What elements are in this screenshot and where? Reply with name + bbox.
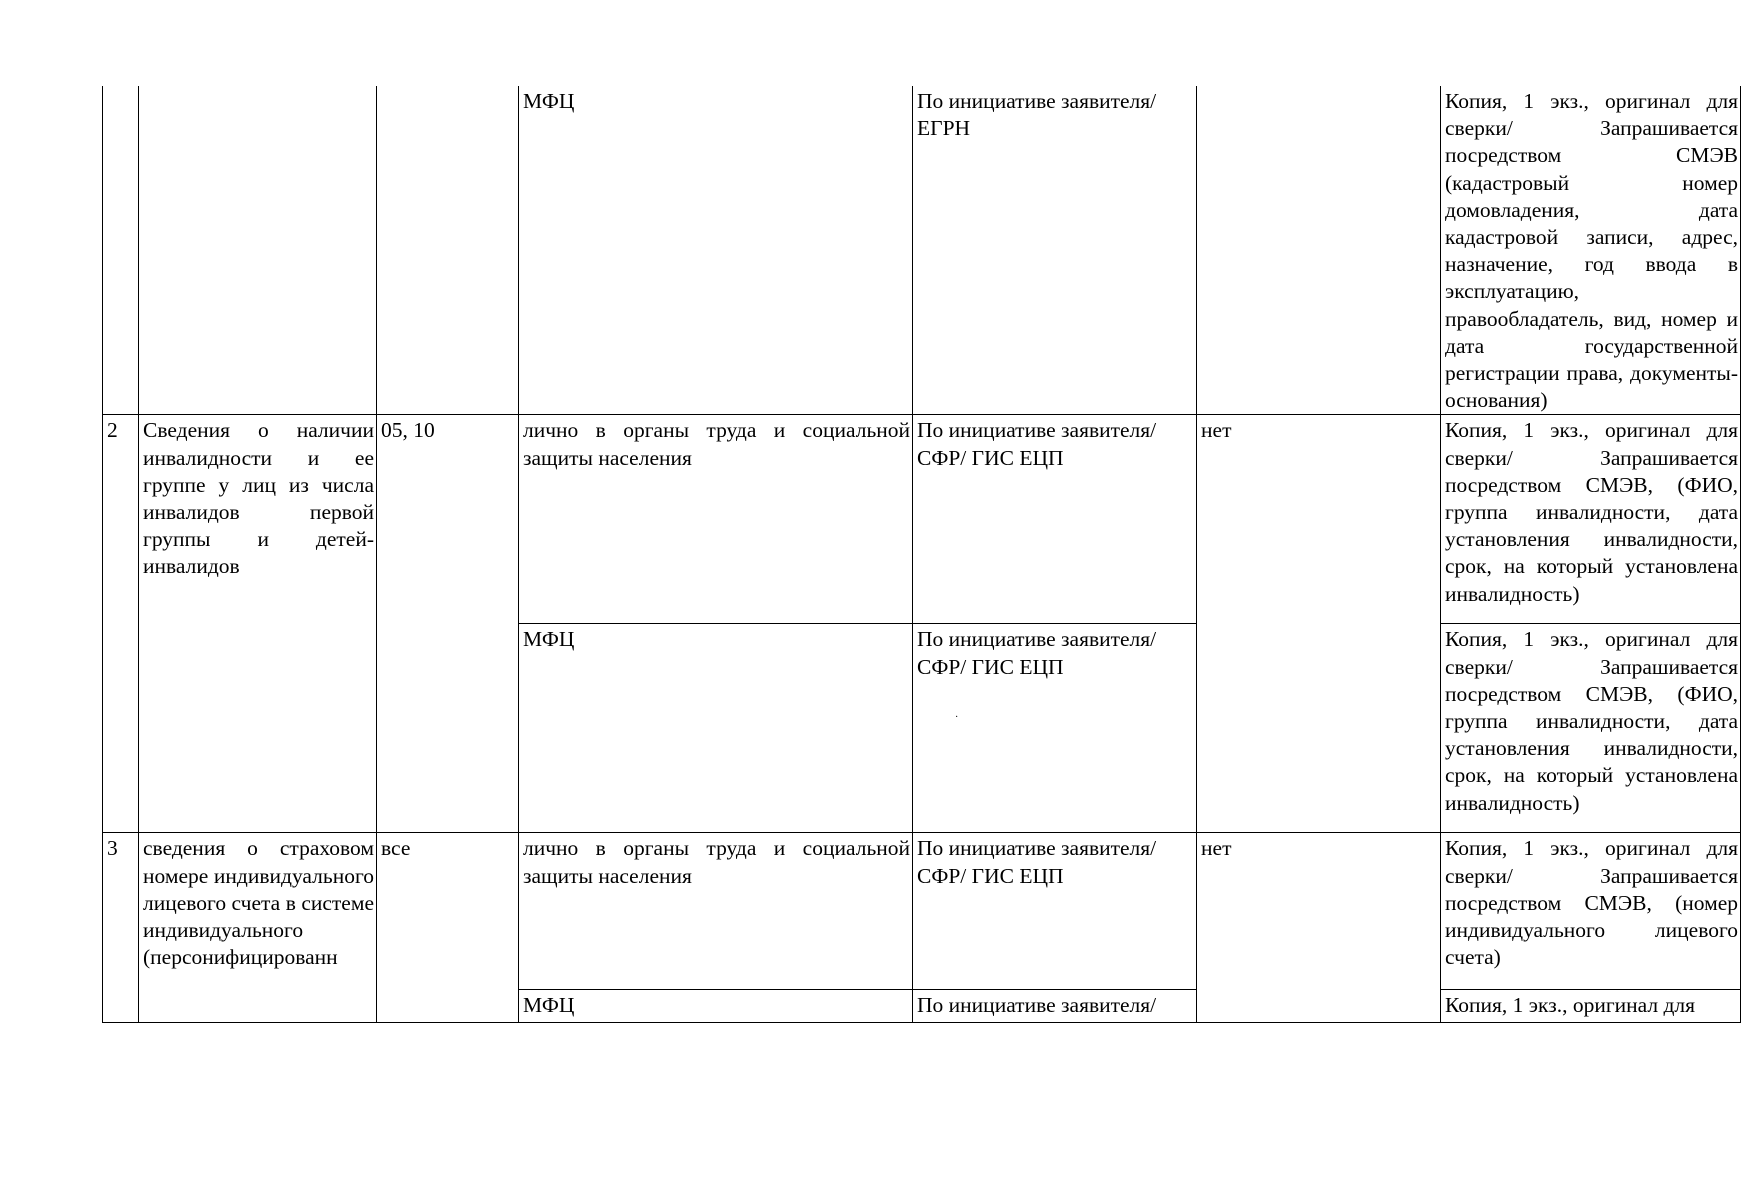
cell-basis: По инициативе заявителя/ СФР/ ГИС ЕЦП bbox=[913, 833, 1197, 990]
documents-table bbox=[102, 86, 1741, 1023]
cell-title: сведения о страховом номере индивидуального лицевого счета в системе индивидуального (персонифицированн bbox=[139, 833, 377, 1023]
cell-title bbox=[139, 86, 377, 415]
cell-channel: лично в органы труда и социальной защиты населения bbox=[519, 415, 913, 624]
cell-basis: По инициативе заявителя/ ЕГРН bbox=[913, 86, 1197, 415]
cell-basis: По инициативе заявителя/ СФР/ ГИС ЕЦП bbox=[913, 624, 1197, 833]
cell-note: Копия, 1 экз., оригинал для сверки/ Запрашивается посредством СМЭВ, (ФИО, группа инвалидности, дата установления инвалидности, срок, на который установлена инвалидность) bbox=[1441, 624, 1741, 833]
cell-codes bbox=[377, 86, 519, 415]
table-row-3 bbox=[103, 833, 1741, 990]
cell-channel: лично в органы труда и социальной защиты населения bbox=[519, 833, 913, 990]
cell-note: Копия, 1 экз., оригинал для сверки/ Запрашивается посредством СМЭВ, (ФИО, группа инвалидности, дата установления инвалидности, срок, на который установлена инвалидность) bbox=[1441, 415, 1741, 624]
cell-num bbox=[103, 86, 139, 415]
cell-note: Копия, 1 экз., оригинал для bbox=[1441, 990, 1741, 1023]
scan-speck: · bbox=[955, 712, 959, 723]
cell-codes: 05, 10 bbox=[377, 415, 519, 833]
cell-flag bbox=[1197, 86, 1441, 415]
cell-flag: нет bbox=[1197, 415, 1441, 833]
cell-channel: МФЦ bbox=[519, 990, 913, 1023]
cell-channel: МФЦ bbox=[519, 86, 913, 415]
cell-basis: По инициативе заявителя/ СФР/ ГИС ЕЦП bbox=[913, 415, 1197, 624]
cell-note: Копия, 1 экз., оригинал для сверки/ Запрашивается посредством СМЭВ (кадастровый номер домовладения, дата кадастровой записи, адрес, назначение, год ввода в эксплуатацию, правообладатель, вид, номер и дата государственной регистрации права, документы-основания) bbox=[1441, 86, 1741, 415]
cell-title: Сведения о наличии инвалидности и ее группе у лиц из числа инвалидов первой группы и детей-инвалидов bbox=[139, 415, 377, 833]
cell-num: 3 bbox=[103, 833, 139, 1023]
cell-codes: все bbox=[377, 833, 519, 1023]
table-row-continuation bbox=[103, 86, 1741, 415]
cell-channel: МФЦ bbox=[519, 624, 913, 833]
cell-flag: нет bbox=[1197, 833, 1441, 1023]
cell-num: 2 bbox=[103, 415, 139, 833]
cell-note: Копия, 1 экз., оригинал для сверки/ Запрашивается посредством СМЭВ, (номер индивидуального лицевого счета) bbox=[1441, 833, 1741, 990]
cell-basis: По инициативе заявителя/ bbox=[913, 990, 1197, 1023]
table-row-2 bbox=[103, 415, 1741, 624]
